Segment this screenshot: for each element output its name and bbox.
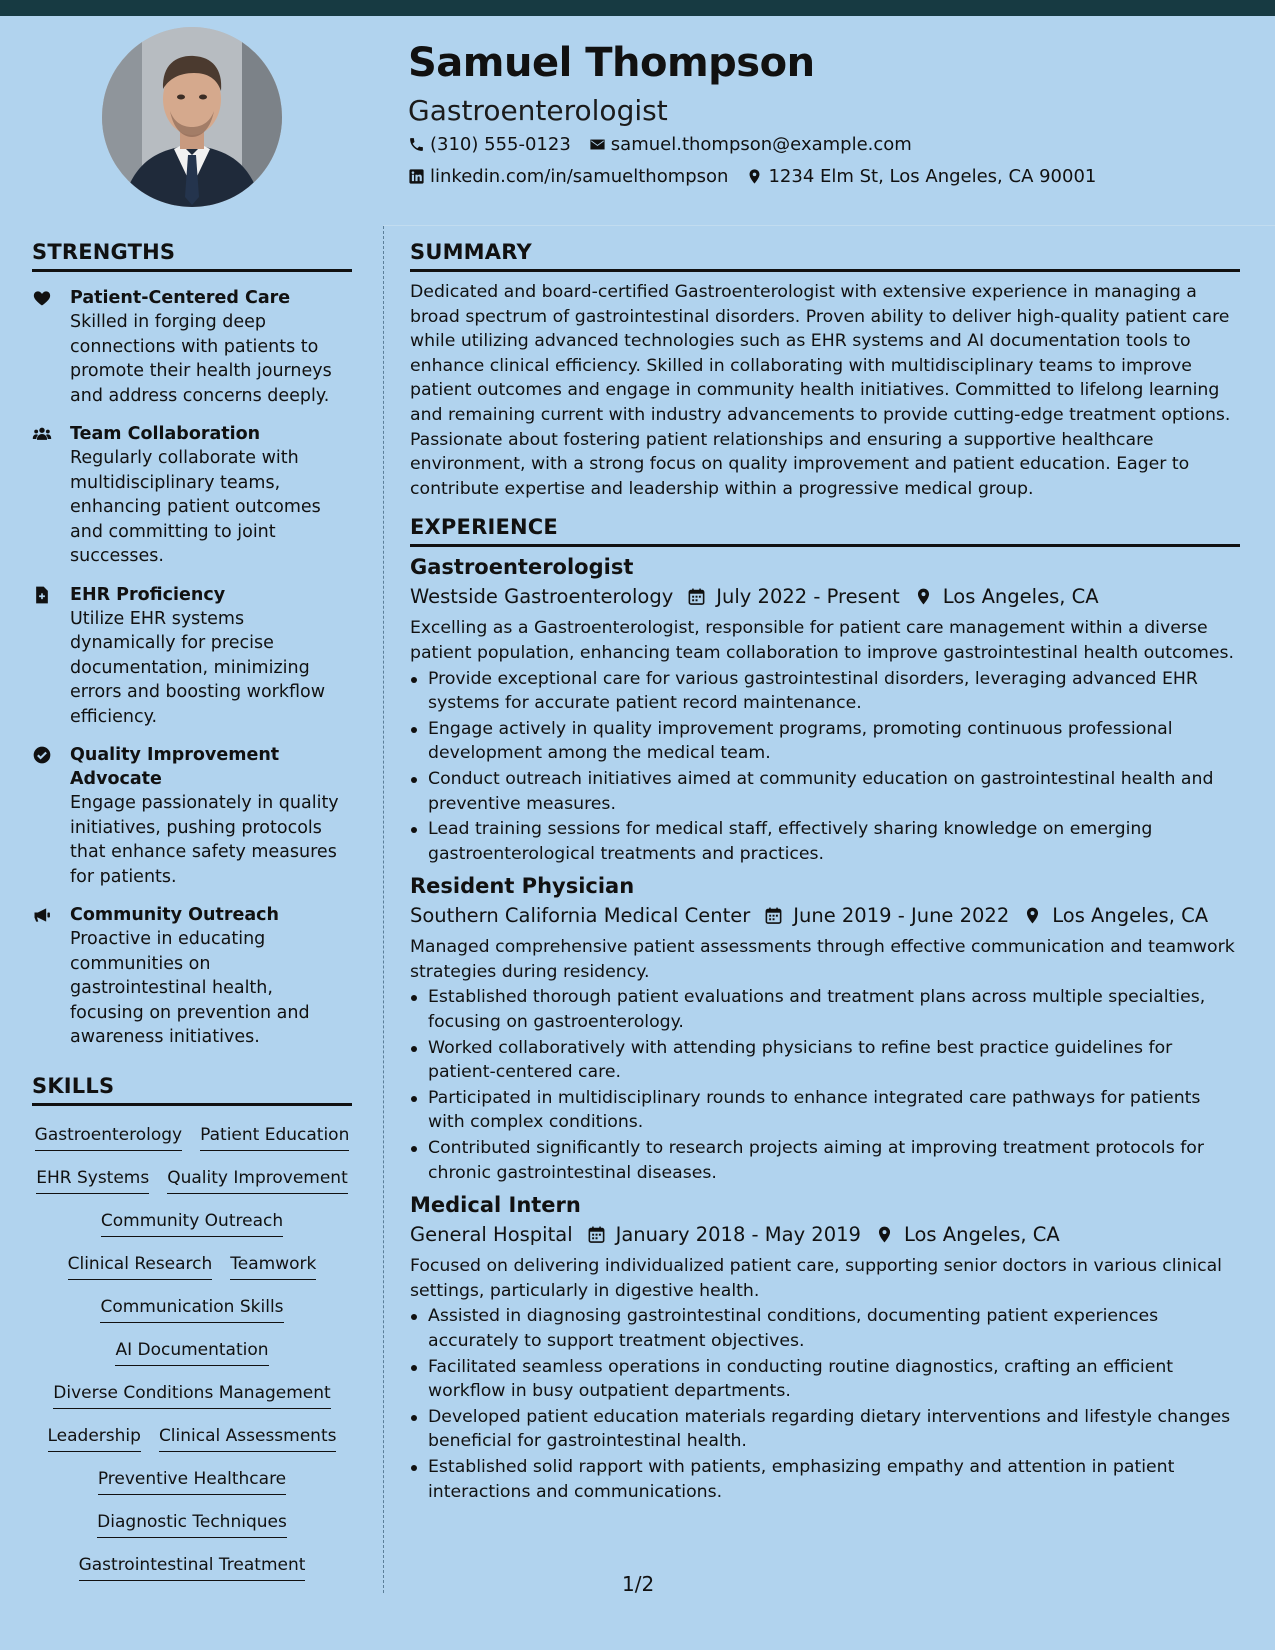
phone-icon [408, 136, 425, 153]
job-bullet: Assisted in diagnosing gastrointestinal conditions, documenting patient experiences accurately to support treatment objectives. [410, 1304, 1240, 1353]
top-bar [0, 0, 1275, 16]
skill-tag: Gastrointestinal Treatment [79, 1554, 306, 1581]
job-bullet: Participated in multidisciplinary rounds to enhance integrated care pathways for patients with complex conditions. [410, 1086, 1240, 1135]
users-icon [32, 424, 52, 444]
contact-row-secondary [408, 166, 1096, 187]
skill-tag: Gastroenterology [35, 1124, 182, 1151]
job-description: Managed comprehensive patient assessments through effective communication and teamwork strategies during residency. [410, 937, 1235, 982]
candidate-name: Samuel Thompson [408, 40, 815, 86]
location-pin-icon [746, 168, 763, 185]
strength-item [32, 743, 352, 889]
strength-desc: Engage passionately in quality initiatives, pushing protocols that enhance safety measures for patients. [70, 793, 339, 887]
location-pin-icon [914, 587, 933, 606]
job-bullet: Facilitated seamless operations in conducting routine diagnostics, crafting an efficient workflow in busy outpatient departments. [410, 1355, 1240, 1404]
job-bullets [410, 985, 1240, 1185]
column-divider [383, 226, 384, 1593]
strength-desc: Utilize EHR systems dynamically for precise documentation, minimizing errors and boosting workflow efficiency. [70, 608, 326, 727]
skill-tag: Community Outreach [101, 1210, 283, 1237]
job-dates: June 2019 - June 2022 [793, 904, 1010, 928]
experience-heading: EXPERIENCE [410, 515, 1240, 547]
skill-tag: Communication Skills [100, 1296, 283, 1323]
job-bullet: Worked collaboratively with attending physicians to refine best practice guidelines for patient-centered care. [410, 1036, 1240, 1085]
job-bullet: Engage actively in quality improvement programs, promoting continuous professional development among the medical team. [410, 717, 1240, 766]
job-employer: Westside Gastroenterology [410, 585, 674, 609]
job-location: Los Angeles, CA [942, 585, 1099, 609]
skill-tag: AI Documentation [115, 1339, 268, 1366]
strength-item [32, 286, 352, 408]
check-circle-icon [32, 745, 52, 765]
candidate-title: Gastroenterologist [408, 94, 668, 127]
header-separator [383, 225, 1275, 226]
address-item [746, 166, 1096, 187]
job-bullet: Lead training sessions for medical staff, effectively sharing knowledge on emerging gastroenterological treatments and practices. [410, 817, 1240, 866]
job-description: Excelling as a Gastroenterologist, responsible for patient care management within a diverse patient population, enhancing team collaboration to improve gastrointestinal health outcomes. [410, 618, 1235, 663]
skill-tag: Leadership [48, 1425, 141, 1452]
summary-heading: SUMMARY [410, 240, 1240, 272]
strength-desc: Proactive in educating communities on gastrointestinal health, focusing on prevention and awareness initiatives. [70, 929, 310, 1047]
job-bullets [410, 1304, 1240, 1504]
medical-file-icon [32, 585, 52, 605]
job-dates: January 2018 - May 2019 [615, 1223, 861, 1247]
location-pin-icon [1023, 906, 1042, 925]
job-meta [410, 585, 1240, 608]
strength-desc: Regularly collaborate with multidisciplinary teams, enhancing patient outcomes and committing to joint successes. [70, 448, 321, 566]
strength-title: Quality Improvement Advocate [70, 745, 280, 789]
job-title: Resident Physician [410, 874, 635, 899]
right-column [410, 240, 1240, 1504]
job-dates: July 2022 - Present [716, 585, 900, 609]
skill-tag: Clinical Research [68, 1253, 213, 1280]
job-bullet: Established thorough patient evaluations and treatment plans across multiple specialties, focusing on gastroenterology. [410, 985, 1240, 1034]
phone-item[interactable] [408, 134, 571, 155]
linkedin-text: linkedin.com/in/samuelthompson [430, 166, 729, 187]
profile-photo [102, 27, 282, 207]
email-item[interactable] [589, 134, 912, 155]
skill-tag: Patient Education [200, 1124, 349, 1151]
calendar-icon [764, 906, 783, 925]
job-bullet: Conduct outreach initiatives aimed at community education on gastrointestinal health and preventive measures. [410, 767, 1240, 816]
strengths-heading: STRENGTHS [32, 240, 352, 272]
portrait-image [102, 27, 282, 207]
job-entry [410, 1193, 1240, 1504]
contact-row-primary [408, 134, 912, 155]
megaphone-icon [32, 905, 52, 925]
strength-item [32, 422, 352, 569]
job-location: Los Angeles, CA [903, 1223, 1060, 1247]
job-meta [410, 904, 1240, 927]
job-bullet: Contributed significantly to research projects aiming at improving treatment protocols for chronic gastrointestinal diseases. [410, 1136, 1240, 1185]
email-text: samuel.thompson@example.com [610, 134, 912, 155]
calendar-icon [587, 1225, 606, 1244]
strength-item [32, 583, 352, 730]
address-text: 1234 Elm St, Los Angeles, CA 90001 [768, 166, 1097, 187]
strength-title: Community Outreach [70, 905, 279, 925]
job-bullet: Established solid rapport with patients, emphasizing empathy and attention in patient interactions and communications. [410, 1455, 1240, 1504]
strength-title: EHR Proficiency [70, 584, 226, 605]
summary-text: Dedicated and board-certified Gastroenterologist with extensive experience in managing a broad spectrum of gastrointestinal disorders. Proven ability to deliver high-quality patient care while utilizing advanced technologies such as EHR systems and AI documentation tools to enhance clinical efficiency. Skilled in collaborating with multidisciplinary teams to improve patient outcomes and engage in community health initiatives. Committed to lifelong learning and remaining current with industry advancements to provide cutting-edge treatment options. Passionate about fostering patient relationships and ensuring a supportive healthcare environment, with a strong focus on quality improvement and patient education. Eager to contribute expertise and leadership within a progressive medical group. [410, 282, 1231, 499]
envelope-icon [589, 136, 606, 153]
job-bullets [410, 667, 1240, 867]
left-column [32, 240, 352, 1581]
skill-tag: Quality Improvement [167, 1167, 348, 1194]
job-bullet: Developed patient education materials regarding dietary interventions and lifestyle changes beneficial for gastrointestinal health. [410, 1405, 1240, 1454]
job-entry [410, 555, 1240, 866]
job-meta [410, 1223, 1240, 1246]
strength-desc: Skilled in forging deep connections with patients to promote their health journeys and address concerns deeply. [70, 312, 332, 406]
skill-tag: Preventive Healthcare [98, 1468, 286, 1495]
skill-tag: Clinical Assessments [159, 1425, 337, 1452]
strength-item [32, 903, 352, 1050]
job-employer: Southern California Medical Center [410, 904, 751, 928]
skill-tag: Diagnostic Techniques [97, 1511, 287, 1538]
job-title: Gastroenterologist [410, 555, 634, 580]
job-description: Focused on delivering individualized patient care, supporting senior doctors in various clinical settings, particularly in digestive health. [410, 1256, 1222, 1301]
location-pin-icon [875, 1225, 894, 1244]
phone-text: (310) 555-0123 [430, 134, 571, 155]
linkedin-icon [408, 168, 425, 185]
strength-title: Team Collaboration [70, 424, 261, 444]
linkedin-item[interactable] [408, 166, 728, 187]
job-bullet: Provide exceptional care for various gastrointestinal disorders, leveraging advanced EHR systems for accurate patient record maintenance. [410, 667, 1240, 716]
page-number: 1/2 [622, 1572, 655, 1596]
skill-tag: EHR Systems [36, 1167, 149, 1194]
strength-title: Patient-Centered Care [70, 288, 291, 308]
job-employer: General Hospital [410, 1223, 573, 1247]
heart-icon [32, 288, 52, 308]
skill-tag: Teamwork [230, 1253, 316, 1280]
job-entry [410, 874, 1240, 1185]
skills-heading: SKILLS [32, 1074, 352, 1106]
skill-tag: Diverse Conditions Management [53, 1382, 330, 1409]
job-title: Medical Intern [410, 1193, 581, 1218]
skills-list [32, 1124, 352, 1581]
calendar-icon [687, 587, 706, 606]
job-location: Los Angeles, CA [1052, 904, 1209, 928]
